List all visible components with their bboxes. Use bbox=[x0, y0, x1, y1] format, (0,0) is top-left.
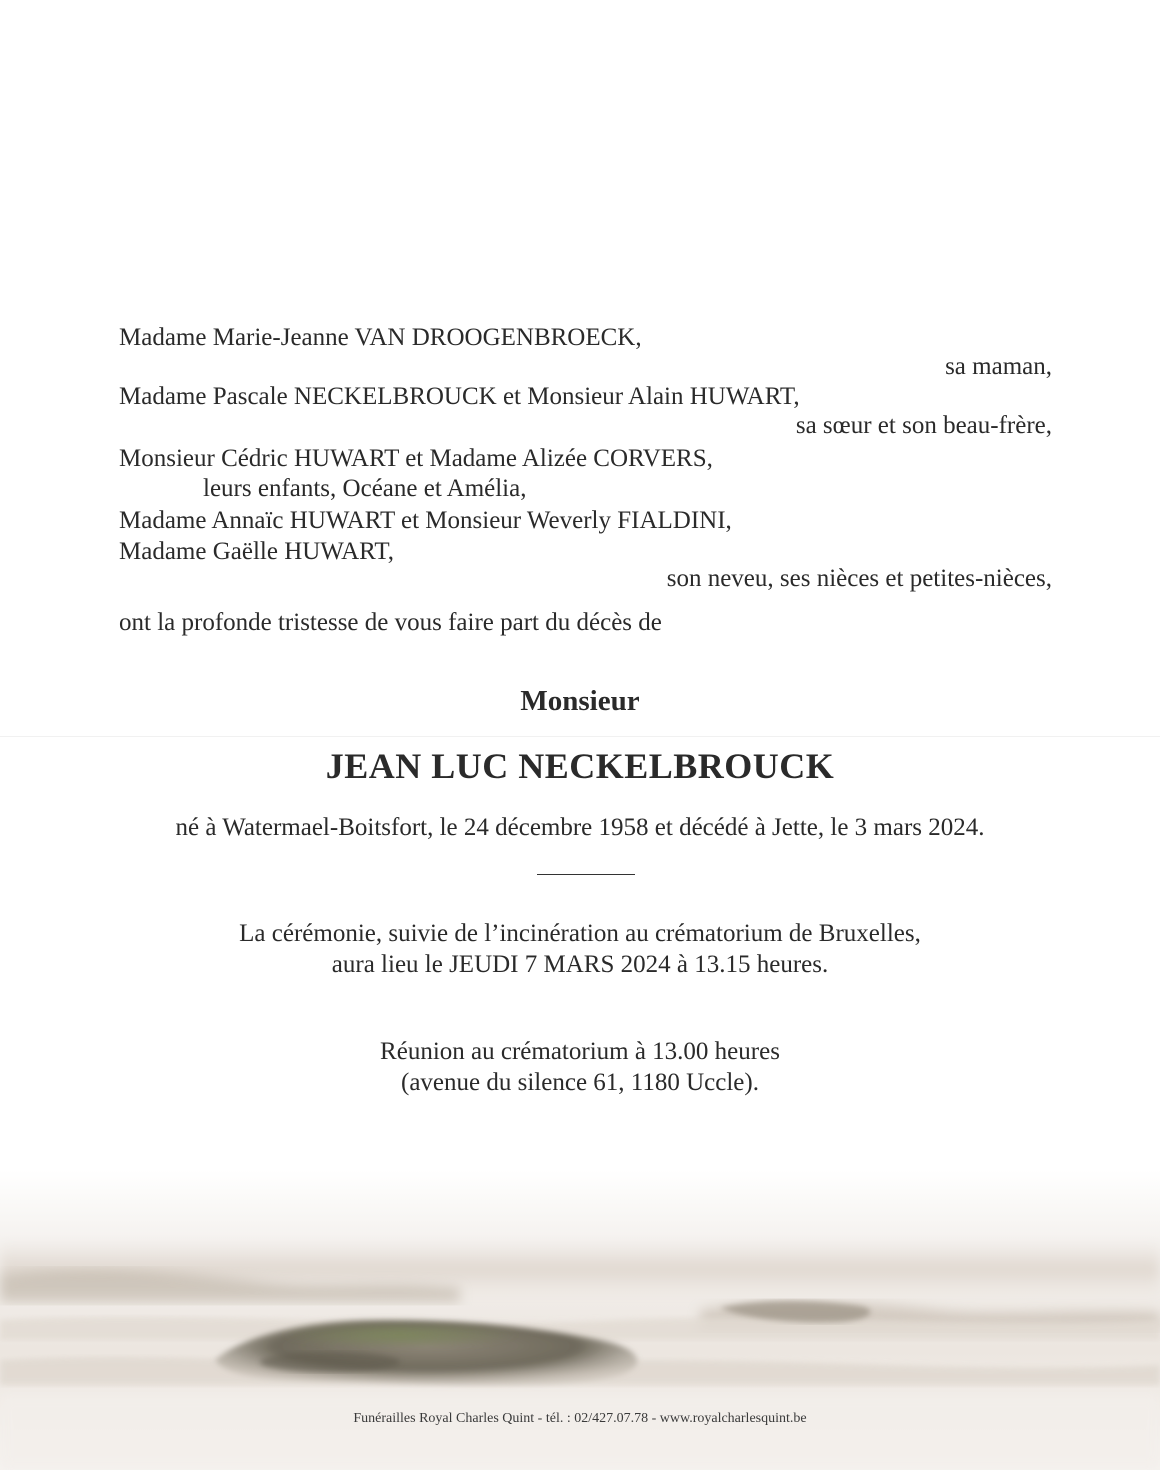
deceased-title: Monsieur bbox=[520, 685, 640, 717]
meeting-line-2: (avenue du silence 61, 1180 Uccle). bbox=[401, 1069, 759, 1096]
ceremony-line-1: La cérémonie, suivie de l’incinération au crématorium de Bruxelles, bbox=[239, 920, 921, 947]
family-role-sister: sa sœur et son beau-frère, bbox=[795, 412, 1052, 439]
family-line-children: leurs enfants, Océane et Amélia, bbox=[203, 475, 527, 502]
family-role-nephews: son neveu, ses nièces et petites-nièces, bbox=[666, 565, 1052, 592]
funeral-home-footer: Funérailles Royal Charles Quint - tél. : 02/427.07.78 - www.royalcharlesquint.be bbox=[353, 1411, 807, 1426]
family-line-niece2: Madame Gaëlle HUWART, bbox=[119, 538, 395, 565]
family-line-niece1: Madame Annaïc HUWART et Monsieur Weverly FIALDINI, bbox=[119, 507, 732, 534]
ceremony-line-2: aura lieu le JEUDI 7 MARS 2024 à 13.15 heures. bbox=[331, 951, 829, 978]
separator-rule bbox=[537, 874, 635, 875]
deceased-name: JEAN LUC NECKELBROUCK bbox=[325, 746, 835, 786]
family-line-mother: Madame Marie-Jeanne VAN DROOGENBROECK, bbox=[119, 324, 642, 351]
fold-line bbox=[0, 736, 1160, 737]
family-line-sister: Madame Pascale NECKELBROUCK et Monsieur Alain HUWART, bbox=[119, 383, 800, 410]
announcement-text: ont la profonde tristesse de vous faire part du décès de bbox=[119, 609, 662, 636]
family-line-nephew: Monsieur Cédric HUWART et Madame Alizée CORVERS, bbox=[119, 445, 713, 472]
family-role-mother: sa maman, bbox=[945, 353, 1052, 380]
meeting-line-1: Réunion au crématorium à 13.00 heures bbox=[380, 1038, 780, 1065]
deceased-dates: né à Watermael-Boitsfort, le 24 décembre 1958 et décédé à Jette, le 3 mars 2024. bbox=[175, 814, 985, 841]
